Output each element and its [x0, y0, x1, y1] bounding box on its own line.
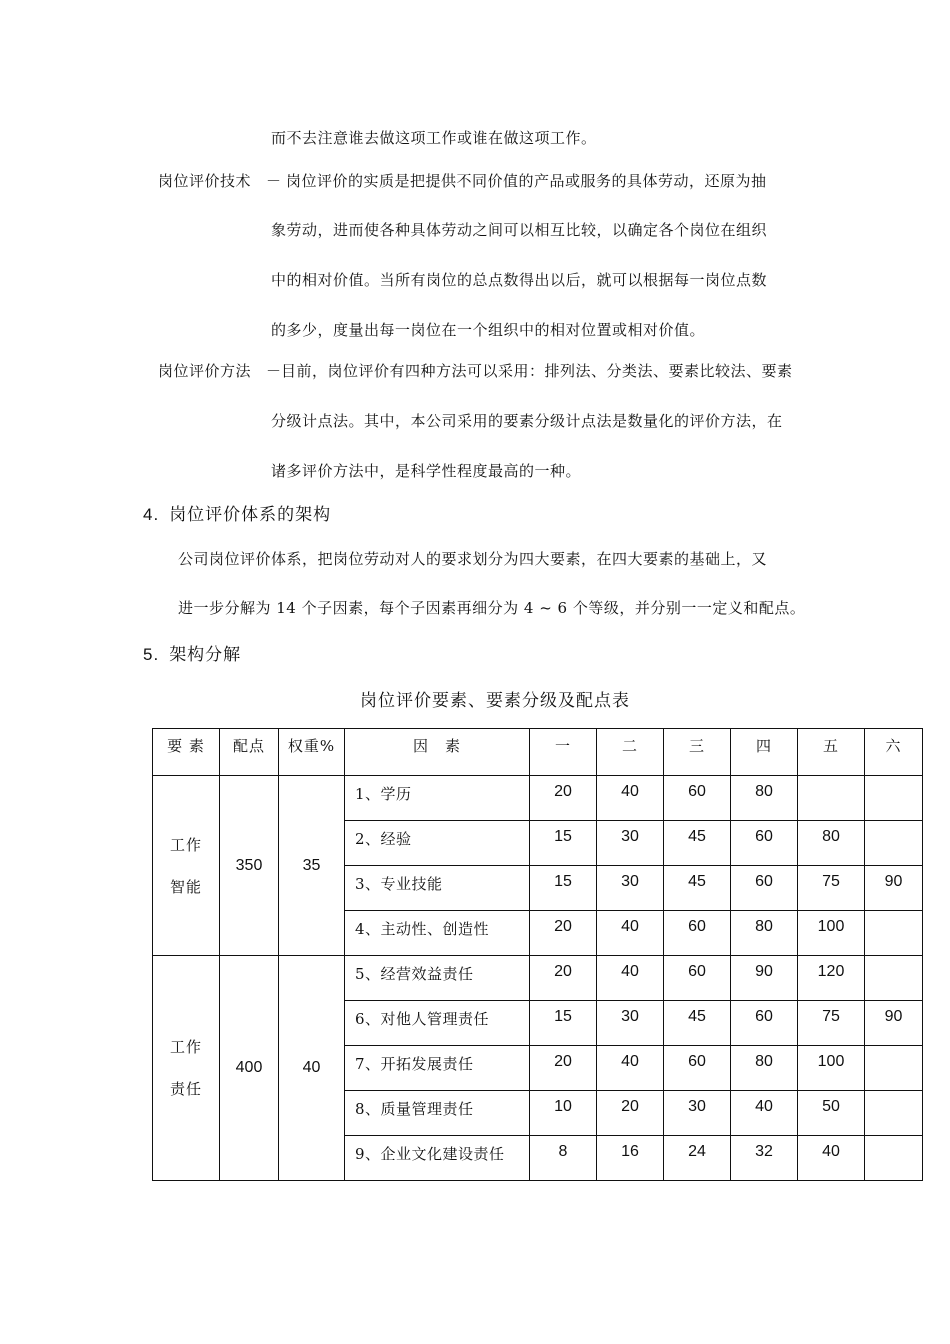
- level-cell: 80: [731, 776, 798, 821]
- section-number: 4.: [143, 505, 160, 524]
- factor-cell: 6、对他人管理责任: [345, 1001, 530, 1046]
- term-label-technique: 岗位评价技术: [158, 172, 252, 190]
- level-cell: 90: [865, 866, 923, 911]
- definition-line: 象劳动，进而使各种具体劳动之间可以相互比较，以确定各个岗位在组织: [271, 221, 768, 239]
- level-cell: 90: [865, 1001, 923, 1046]
- level-cell: 60: [664, 776, 731, 821]
- level-cell: 30: [664, 1091, 731, 1136]
- level-cell: 50: [798, 1091, 865, 1136]
- level-cell: 20: [597, 1091, 664, 1136]
- level-cell: 24: [664, 1136, 731, 1181]
- section-title: 架构分解: [169, 645, 242, 665]
- level-cell: 15: [530, 1001, 597, 1046]
- level-cell: 40: [731, 1091, 798, 1136]
- factor-cell: 5、经营效益责任: [345, 956, 530, 1001]
- level-cell: 80: [731, 1046, 798, 1091]
- header-cell: 五: [798, 729, 865, 776]
- weight-cell: 35: [279, 776, 345, 956]
- table-header-row: [153, 729, 923, 776]
- level-cell: [865, 911, 923, 956]
- section-4-heading: [143, 500, 331, 525]
- header-cell: 四: [731, 729, 798, 776]
- level-cell: [865, 821, 923, 866]
- level-cell: 20: [530, 1046, 597, 1091]
- level-cell: 20: [530, 911, 597, 956]
- level-cell: [798, 776, 865, 821]
- factor-cell: 4、主动性、创造性: [345, 911, 530, 956]
- header-cell: 配点: [220, 729, 279, 776]
- level-cell: 100: [798, 1046, 865, 1091]
- level-cell: 30: [597, 866, 664, 911]
- header-cell: 因 素: [345, 729, 530, 776]
- paragraph-continuation: 而不去注意谁去做这项工作或谁在做这项工作。: [271, 129, 597, 147]
- definition-line: 岗位评价的实质是把提供不同价值的产品或服务的具体劳动，还原为抽: [286, 172, 767, 190]
- element-name-line: 工作: [169, 1038, 202, 1056]
- level-cell: 100: [798, 911, 865, 956]
- section-4-body-line: 进一步分解为 14 个子因素，每个子因素再细分为 4 ~ 6 个等级，并分别一一定义和配点。: [178, 599, 806, 617]
- level-cell: 40: [597, 776, 664, 821]
- level-cell: 75: [798, 866, 865, 911]
- level-cell: 60: [731, 1001, 798, 1046]
- section-5-heading: [143, 640, 241, 665]
- factor-cell: 8、质量管理责任: [345, 1091, 530, 1136]
- element-name-line: 责任: [169, 1080, 202, 1098]
- level-cell: 40: [597, 1046, 664, 1091]
- factor-cell: 1、学历: [345, 776, 530, 821]
- element-cell: [153, 956, 220, 1181]
- section-number: 5.: [143, 645, 160, 664]
- points-cell: 350: [220, 776, 279, 956]
- factor-cell: 7、开拓发展责任: [345, 1046, 530, 1091]
- level-cell: 32: [731, 1136, 798, 1181]
- evaluation-points-table: [152, 728, 923, 1181]
- definition-line: 分级计点法。其中，本公司采用的要素分级计点法是数量化的评价方法，在: [271, 412, 783, 430]
- section-title: 岗位评价体系的架构: [169, 505, 332, 525]
- section-4-body-line: 公司岗位评价体系，把岗位劳动对人的要求划分为四大要素，在四大要素的基础上，又: [178, 550, 768, 568]
- level-cell: 80: [731, 911, 798, 956]
- term-label-method: 岗位评价方法: [158, 362, 252, 380]
- level-cell: 15: [530, 821, 597, 866]
- points-cell: 400: [220, 956, 279, 1181]
- term-dash: －: [266, 362, 282, 380]
- term-dash: －: [266, 172, 282, 190]
- level-cell: 30: [597, 821, 664, 866]
- level-cell: 40: [798, 1136, 865, 1181]
- level-cell: 40: [597, 956, 664, 1001]
- level-cell: 20: [530, 956, 597, 1001]
- level-cell: 60: [731, 866, 798, 911]
- header-cell: 一: [530, 729, 597, 776]
- table-row: [153, 956, 923, 1001]
- header-cell: 权重%: [279, 729, 345, 776]
- element-name-line: 智能: [169, 877, 202, 896]
- level-cell: 120: [798, 956, 865, 1001]
- level-cell: [865, 1136, 923, 1181]
- level-cell: 45: [664, 1001, 731, 1046]
- header-cell: 要 素: [153, 729, 220, 776]
- level-cell: 15: [530, 866, 597, 911]
- level-cell: 60: [731, 821, 798, 866]
- level-cell: 20: [530, 776, 597, 821]
- element-cell: [153, 776, 220, 956]
- definition-line: 的多少，度量出每一岗位在一个组织中的相对位置或相对价值。: [271, 321, 706, 339]
- definition-line: 中的相对价值。当所有岗位的总点数得出以后，就可以根据每一岗位点数: [271, 271, 768, 289]
- weight-cell: 40: [279, 956, 345, 1181]
- definition-line: 目前，岗位评价有四种方法可以采用：排列法、分类法、要素比较法、要素: [281, 362, 793, 380]
- level-cell: [865, 1091, 923, 1136]
- level-cell: [865, 776, 923, 821]
- table-row: [153, 776, 923, 821]
- level-cell: 16: [597, 1136, 664, 1181]
- level-cell: 80: [798, 821, 865, 866]
- factor-cell: 2、经验: [345, 821, 530, 866]
- header-cell: 六: [865, 729, 923, 776]
- level-cell: 60: [664, 1046, 731, 1091]
- definition-line: 诸多评价方法中，是科学性程度最高的一种。: [271, 462, 582, 480]
- factor-cell: 9、企业文化建设责任: [345, 1136, 530, 1181]
- level-cell: 90: [731, 956, 798, 1001]
- level-cell: 45: [664, 821, 731, 866]
- table-title: 岗位评价要素、要素分级及配点表: [360, 691, 630, 711]
- level-cell: [865, 956, 923, 1001]
- level-cell: 40: [597, 911, 664, 956]
- level-cell: 45: [664, 866, 731, 911]
- level-cell: 30: [597, 1001, 664, 1046]
- level-cell: 75: [798, 1001, 865, 1046]
- level-cell: 8: [530, 1136, 597, 1181]
- level-cell: 10: [530, 1091, 597, 1136]
- level-cell: 60: [664, 911, 731, 956]
- level-cell: [865, 1046, 923, 1091]
- factor-cell: 3、专业技能: [345, 866, 530, 911]
- level-cell: 60: [664, 956, 731, 1001]
- element-name-line: 工作: [169, 835, 202, 854]
- header-cell: 三: [664, 729, 731, 776]
- header-cell: 二: [597, 729, 664, 776]
